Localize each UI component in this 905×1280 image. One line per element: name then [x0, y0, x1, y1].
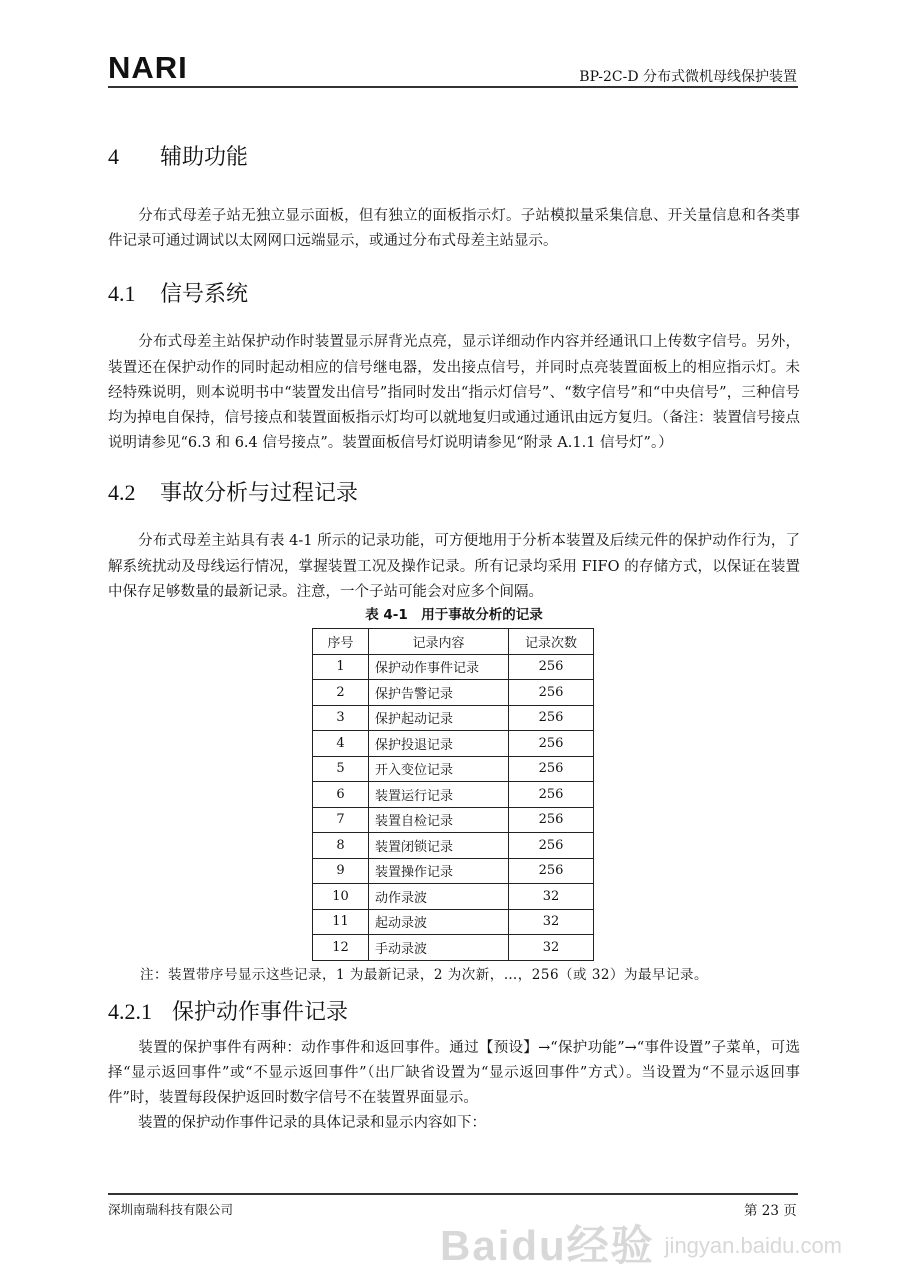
table-caption: 表 4-1 用于事故分析的记录	[365, 607, 543, 624]
row-number: 10	[313, 884, 369, 910]
watermark-brand: Baidu经验	[440, 1222, 655, 1269]
table-row	[313, 884, 594, 910]
paragraph	[108, 529, 800, 605]
record-count: 256	[509, 731, 594, 757]
record-count: 256	[509, 833, 594, 859]
section-heading-4	[108, 144, 800, 171]
row-number: 5	[313, 756, 369, 782]
table-row	[313, 909, 594, 935]
row-number: 6	[313, 782, 369, 808]
row-number: 8	[313, 833, 369, 859]
section-number: 4	[108, 144, 119, 169]
table-row	[313, 680, 594, 706]
record-count: 32	[509, 935, 594, 961]
footer-divider	[108, 1193, 798, 1195]
page-content	[108, 144, 800, 1136]
paragraph	[108, 204, 800, 254]
record-content: 保护动作事件记录	[369, 654, 509, 680]
section-title: 事故分析与过程记录	[160, 481, 359, 507]
paragraph-text: 分布式母差主站保护动作时装置显示屏背光点亮，显示详细动作内容并经通讯口上传数字信号。另外，装置还在保护动作的同时起动相应的信号继电器，发出接点信号，并同时点亮装置面板上的相应指示灯。未经特殊说明，则本说明书中“装置发出信号”指同时发出“指示灯信号”、“数字信号”和“中央信号”，三种信号均为掉电自保持，信号接点和装置面板指示灯均可以就地复归或通过通讯由远方复归。（备注：装置信号接点说明请参见“6.3 和 6.4 信号接点”。装置面板信号灯说明请参见“附录 A.1.1 信号灯”。）	[108, 334, 800, 452]
header-cell: 序号	[313, 629, 369, 655]
table-header-row	[313, 629, 594, 655]
table-note: 注：装置带序号显示这些记录，1 为最新记录，2 为次新，…，256（或 32）为最早记录。	[140, 966, 708, 983]
section-title: 辅助功能	[160, 145, 249, 170]
paragraph-text: 分布式母差主站具有表 4-1 所示的记录功能，可方便地用于分析本装置及后续元件的保护动作行为，了解系统扰动及母线运行情况，掌握装置工况及操作记录。所有记录均采用 FIFO 的存储方式，以保证在装置中保存足够数量的最新记录。注意，一个子站可能会对应多个间隔。	[108, 533, 800, 600]
record-count: 256	[509, 858, 594, 884]
section-number: 4.2	[108, 480, 136, 506]
table-row	[313, 858, 594, 884]
section-number: 4.1	[108, 281, 136, 307]
record-count: 256	[509, 654, 594, 680]
section-title: 信号系统	[160, 282, 249, 308]
paragraph	[108, 1036, 800, 1137]
record-count: 256	[509, 705, 594, 731]
page-number: 第 23 页	[744, 1203, 797, 1219]
row-number: 2	[313, 680, 369, 706]
table-row	[313, 731, 594, 757]
records-table	[312, 628, 594, 961]
section-title: 保护动作事件记录	[172, 999, 349, 1025]
header-cell: 记录次数	[509, 629, 594, 655]
record-content: 保护告警记录	[369, 680, 509, 706]
record-count: 256	[509, 756, 594, 782]
record-content: 动作录波	[369, 884, 509, 910]
row-number: 11	[313, 909, 369, 935]
record-content: 装置运行记录	[369, 782, 509, 808]
section-heading-4-2	[108, 480, 800, 507]
row-number: 4	[313, 731, 369, 757]
section-heading-4-1	[108, 281, 800, 308]
paragraph-text: 分布式母差子站无独立显示面板，但有独立的面板指示灯。子站模拟量采集信息、开关量信息和各类事件记录可通过调试以太网网口远端显示，或通过分布式母差主站显示。	[108, 208, 800, 250]
section-heading-4-2-1	[108, 999, 800, 1026]
record-content: 保护起动记录	[369, 705, 509, 731]
footer-company: 深圳南瑞科技有限公司	[108, 1202, 234, 1217]
table-row	[313, 833, 594, 859]
section-number: 4.2.1	[108, 998, 152, 1024]
record-content: 装置闭锁记录	[369, 833, 509, 859]
row-number: 1	[313, 654, 369, 680]
row-number: 7	[313, 807, 369, 833]
table-row	[313, 935, 594, 961]
record-content: 手动录波	[369, 935, 509, 961]
row-number: 3	[313, 705, 369, 731]
table-row	[313, 705, 594, 731]
watermark-url: jingyan.baidu.com	[664, 1233, 843, 1258]
header-divider	[108, 86, 798, 88]
record-content: 装置操作记录	[369, 858, 509, 884]
table-row	[313, 782, 594, 808]
row-number: 9	[313, 858, 369, 884]
record-count: 32	[509, 909, 594, 935]
baidu-watermark	[440, 1222, 842, 1270]
record-content: 起动录波	[369, 909, 509, 935]
header-cell: 记录内容	[369, 629, 509, 655]
table-row	[313, 756, 594, 782]
record-count: 256	[509, 680, 594, 706]
record-content: 装置自检记录	[369, 807, 509, 833]
record-content: 保护投退记录	[369, 731, 509, 757]
record-content: 开入变位记录	[369, 756, 509, 782]
record-count: 32	[509, 884, 594, 910]
paragraph-text: 装置的保护动作事件记录的具体记录和显示内容如下：	[138, 1115, 486, 1132]
paragraph-text: 装置的保护事件有两种：动作事件和返回事件。通过【预设】→“保护功能”→“事件设置”子菜单，可选择“显示返回事件”或“不显示返回事件”（出厂缺省设置为“显示返回事件”方式）。当设置为“不显示返回事件”时，装置每段保护返回时数字信号不在装置界面显示。	[108, 1039, 800, 1106]
table-row	[313, 654, 594, 680]
record-count: 256	[509, 782, 594, 808]
record-count: 256	[509, 807, 594, 833]
table-row	[313, 807, 594, 833]
paragraph	[108, 330, 800, 456]
nari-logo: NARI	[108, 50, 188, 85]
row-number: 12	[313, 935, 369, 961]
header-title: BP-2C-D 分布式微机母线保护装置	[579, 69, 797, 85]
